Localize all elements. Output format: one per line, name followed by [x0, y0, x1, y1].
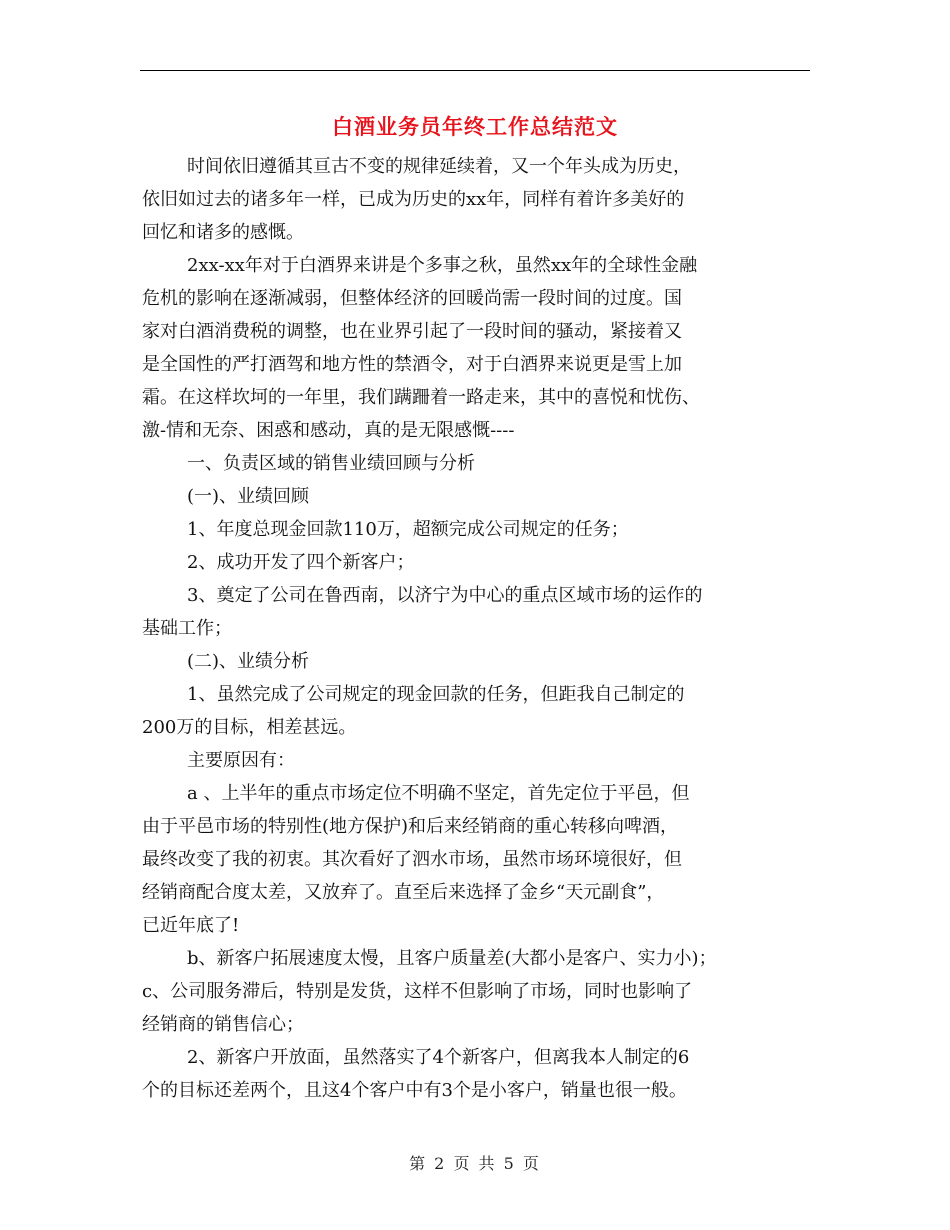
body-line: 个的目标还差两个，且这4个客户中有3个是小客户，销量也很一般。 [142, 1080, 687, 1101]
body-line: c、公司服务滞后，特别是发货，这样不但影响了市场，同时也影响了 [142, 981, 693, 1002]
body-line: 激-情和无奈、困惑和感动，真的是无限感慨---- [142, 420, 515, 441]
body-line: 时间依旧遵循其亘古不变的规律延续着，又一个年头成为历史， [187, 156, 691, 177]
body-line: 200万的目标，相差甚远。 [142, 717, 357, 738]
body-line: 2、新客户开放面，虽然落实了4个新客户，但离我本人制定的6 [187, 1047, 690, 1068]
body-line: 1、虽然完成了公司规定的现金回款的任务，但距我自己制定的 [187, 684, 685, 705]
body-line: 最终改变了我的初衷。其次看好了泗水市场，虽然市场环境很好，但 [142, 849, 682, 870]
body-line: 由于平邑市场的特别性(地方保护)和后来经销商的重心转移向啤酒， [142, 816, 679, 837]
page-footer: 第 2 页 共 5 页 [409, 1154, 541, 1173]
body-line: 2、成功开发了四个新客户； [187, 552, 415, 573]
body-line: 是全国性的严打酒驾和地方性的禁酒令，对于白酒界来说更是雪上加 [142, 354, 682, 375]
body-line: 1、年度总现金回款110万，超额完成公司规定的任务； [187, 519, 629, 540]
body-line: 2xx-xx年对于白酒界来讲是个多事之秋，虽然xx年的全球性金融 [187, 255, 698, 276]
body-line: 经销商配合度太差，又放弃了。直至后来选择了金乡“天元副食”， [142, 882, 665, 903]
body-line: 基础工作； [142, 618, 232, 639]
body-line: (一)、业绩回顾 [187, 486, 310, 507]
body-line: 依旧如过去的诸多年一样，已成为历史的xx年，同样有着许多美好的 [142, 189, 685, 210]
body-line: 主要原因有： [187, 750, 295, 771]
body-line: 已近年底了! [142, 915, 240, 936]
body-line: b、新客户拓展速度太慢，且客户质量差(大都小是客户、实力小)； [187, 948, 717, 969]
body-line: 危机的影响在逐渐减弱，但整体经济的回暖尚需一段时间的过度。国 [142, 288, 682, 309]
document-title: 白酒业务员年终工作总结范文 [332, 114, 618, 139]
body-line: 霜。在这样坎坷的一年里，我们蹒跚着一路走来，其中的喜悦和忧伤、 [142, 387, 700, 408]
document-body [142, 150, 822, 1107]
body-line: 3、奠定了公司在鲁西南，以济宁为中心的重点区域市场的运作的 [187, 585, 703, 606]
body-line: 回忆和诸多的感慨。 [142, 222, 304, 243]
body-line: 一、负责区域的销售业绩回顾与分析 [187, 453, 475, 474]
header-rule [140, 70, 810, 71]
body-line: 经销商的销售信心； [142, 1014, 304, 1035]
body-line: (二)、业绩分析 [187, 651, 310, 672]
body-line: 家对白酒消费税的调整，也在业界引起了一段时间的骚动，紧接着又 [142, 321, 682, 342]
body-line: a 、上半年的重点市场定位不明确不坚定，首先定位于平邑，但 [187, 783, 690, 804]
